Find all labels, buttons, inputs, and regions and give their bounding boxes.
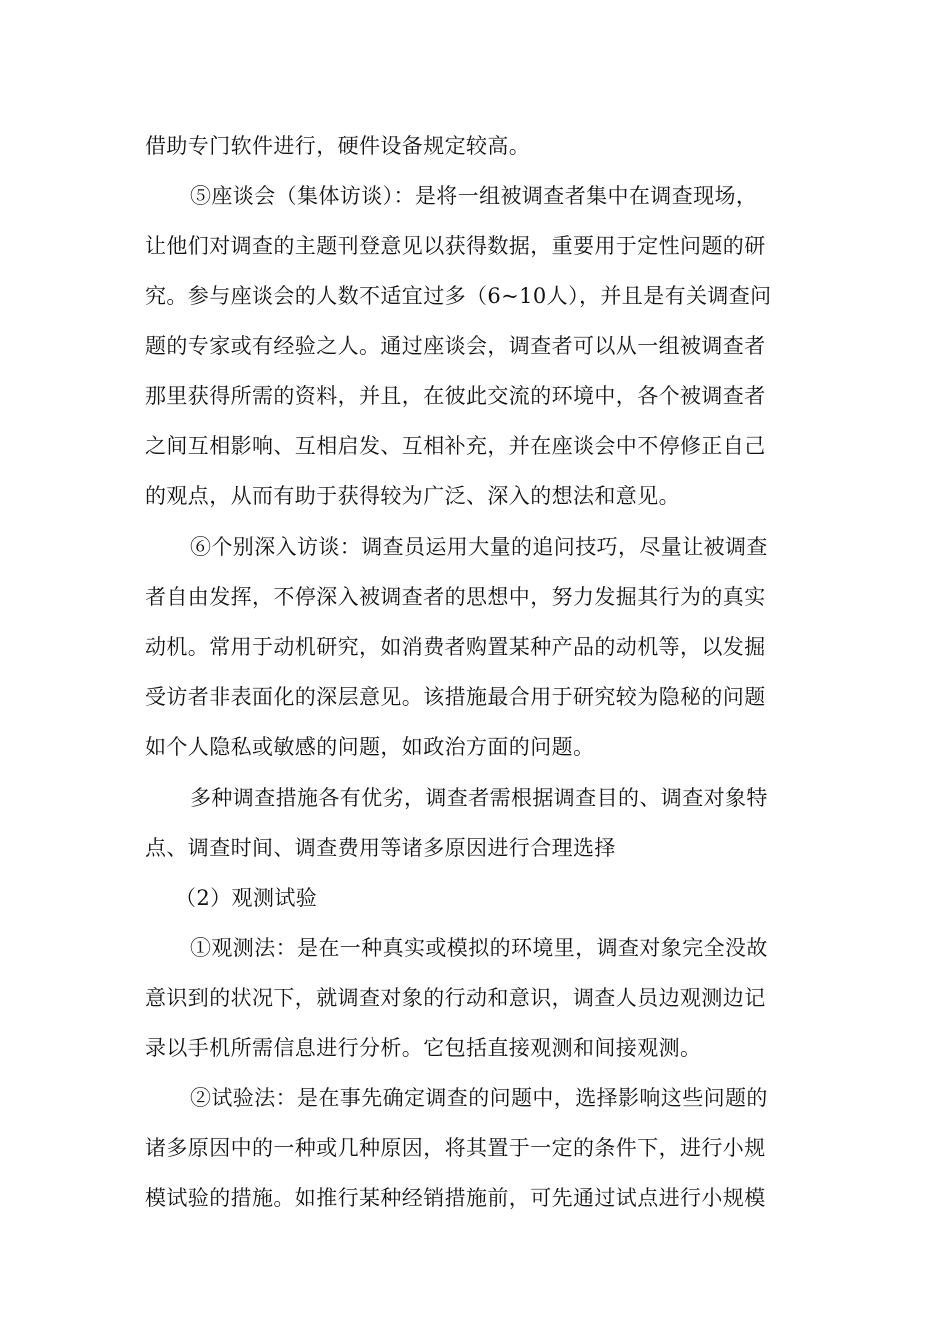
line-text: 点、调查时间、调查费用等诸多原因进行合理选择 [145, 836, 616, 860]
line-text: 受访者非表面化的深层意见。该措施最合用于研究较为隐秘的问题 [145, 685, 766, 709]
line-text: 的观点，从而有助于获得较为广泛、深入的想法和意见。 [145, 484, 680, 508]
line-text: （2）观测试验 [175, 886, 318, 910]
line-text: 究。参与座谈会的人数不适宜过多（6~10人），并且是有关调查问 [145, 284, 772, 308]
text-line [0, 1133, 950, 1163]
line-text: 借助专门软件进行，硬件设备规定较高。 [145, 134, 531, 158]
text-line [0, 682, 950, 712]
paragraph-first-line [0, 532, 950, 562]
line-text: 如个人隐私或敏感的问题，如政治方面的问题。 [145, 735, 595, 759]
line-text: 诸多原因中的一种或几种原因，将其置于一定的条件下，进行小规 [145, 1136, 766, 1160]
line-text: 录以手机所需信息进行分析。它包括直接观测和间接观测。 [145, 1036, 702, 1060]
paragraph-first-line [0, 933, 950, 963]
paragraph-first-line [0, 181, 950, 211]
text-line [0, 983, 950, 1013]
text-line [0, 1183, 950, 1213]
paragraph-first-line [0, 1083, 950, 1113]
text-line [0, 732, 950, 762]
line-text: 意识到的状况下，就调查对象的行动和意识，调查人员边观测边记 [145, 986, 766, 1010]
line-text: 动机。常用于动机研究，如消费者购置某种产品的动机等，以发掘 [145, 635, 766, 659]
line-text: ②试验法：是在事先确定调查的问题中，选择影响这些问题的 [190, 1086, 768, 1110]
text-line [0, 431, 950, 461]
line-text: ⑥个别深入访谈：调查员运用大量的追问技巧，尽量让被调查 [190, 535, 768, 559]
line-text: 让他们对调查的主题刊登意见以获得数据，重要用于定性问题的研 [145, 234, 766, 258]
line-text: ①观测法：是在一种真实或模拟的环境里，调查对象完全没故 [190, 936, 768, 960]
text-line [0, 632, 950, 662]
line-text: 之间互相影响、互相启发、互相补充，并在座谈会中不停修正自己 [145, 434, 766, 458]
text-line [0, 331, 950, 361]
line-text: 者自由发挥，不停深入被调查者的思想中，努力发掘其行为的真实 [145, 585, 766, 609]
line-text: 模试验的措施。如推行某种经销措施前，可先通过试点进行小规模 [145, 1186, 766, 1210]
line-text: ⑤座谈会（集体访谈）：是将一组被调查者集中在调查现场， [190, 184, 758, 208]
section-heading [0, 883, 950, 913]
text-line [0, 131, 950, 161]
line-text: 多种调查措施各有优劣，调查者需根据调查目的、调查对象特 [190, 786, 768, 810]
text-line [0, 833, 950, 863]
text-line [0, 582, 950, 612]
text-line [0, 281, 950, 311]
text-line [0, 231, 950, 261]
text-line [0, 1033, 950, 1063]
text-line [0, 381, 950, 411]
text-line [0, 481, 950, 511]
line-text: 题的专家或有经验之人。通过座谈会，调查者可以从一组被调查者 [145, 334, 766, 358]
line-text: 那里获得所需的资料，并且，在彼此交流的环境中，各个被调查者 [145, 384, 766, 408]
paragraph-first-line [0, 783, 950, 813]
